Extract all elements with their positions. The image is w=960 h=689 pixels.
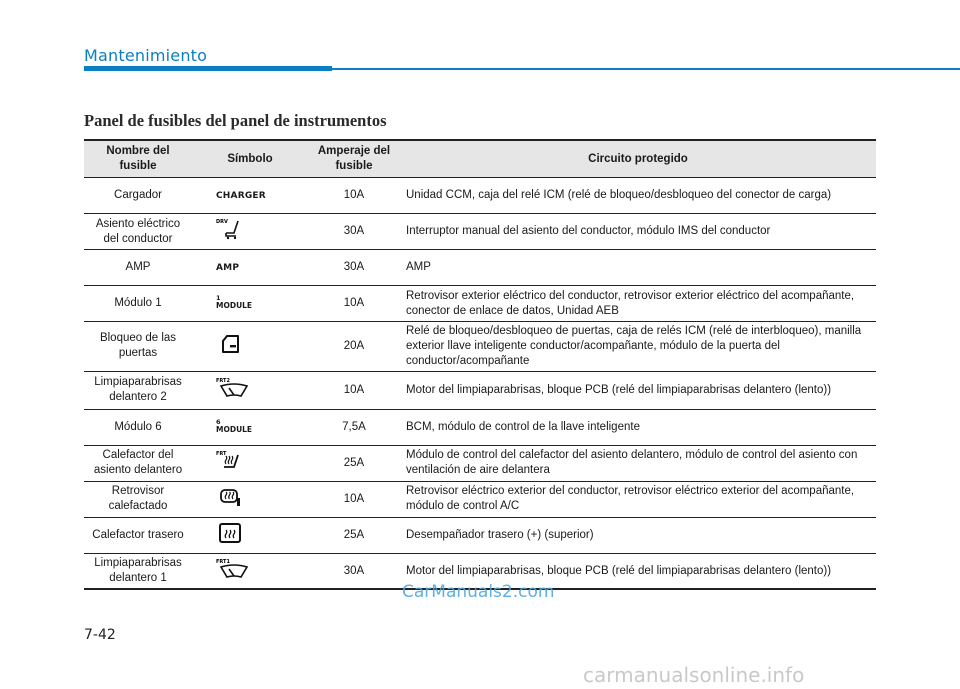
fuse-amperage: 30A: [308, 214, 400, 250]
col-header-circuit: Circuito protegido: [400, 140, 876, 178]
fuse-circuit: Retrovisor eléctrico exterior del conductor, retrovisor eléctrico exterior del acompañante, módulo de control A/C: [400, 481, 876, 517]
symbol-cell: [192, 286, 308, 322]
fuse-name: Asiento eléctrico del conductor: [84, 214, 192, 250]
fuse-circuit: Relé de bloqueo/desbloqueo de puertas, caja de relés ICM (relé de interbloqueo), manilla exterior llave inteligente conductor/acompañante, módulo de la puerta del conductor/acompañante: [400, 322, 876, 372]
table-row: [84, 517, 876, 553]
fuse-amperage: 30A: [308, 553, 400, 589]
table-row: [84, 250, 876, 286]
brand-watermark: CarManuals2.com: [402, 582, 555, 602]
url-watermark: carmanualsonline.info: [583, 663, 805, 687]
wiper-icon: [216, 557, 252, 586]
driver-seat-icon: [216, 217, 246, 246]
heated-mirror-icon: [216, 485, 246, 514]
module-symbol: 6 MODULE: [216, 417, 253, 434]
fuse-amperage: 10A: [308, 286, 400, 322]
table-row: [84, 445, 876, 481]
fuse-circuit: Desempañador trasero (+) (superior): [400, 517, 876, 553]
fuse-circuit: Unidad CCM, caja del relé ICM (relé de bloqueo/desbloqueo del conector de carga): [400, 178, 876, 214]
header-rule-thin: [332, 68, 960, 70]
symbol-cell: [192, 322, 308, 372]
fuse-name: Retrovisor calefactado: [84, 481, 192, 517]
col-header-symbol: Símbolo: [192, 140, 308, 178]
fuse-name: Calefactor del asiento delantero: [84, 445, 192, 481]
header-rule-thick: [84, 66, 332, 71]
fuse-amperage: 25A: [308, 517, 400, 553]
fuse-name: Limpiaparabrisas delantero 1: [84, 553, 192, 589]
fuse-name: Calefactor trasero: [84, 517, 192, 553]
door-lock-icon: [216, 332, 246, 361]
module-symbol: 1 MODULE: [216, 294, 253, 311]
symbol-cell: [192, 553, 308, 589]
fuse-circuit: BCM, módulo de control de la llave inteligente: [400, 409, 876, 445]
col-header-amperage: Amperaje del fusible: [308, 140, 400, 178]
fuse-name: Módulo 6: [84, 409, 192, 445]
svg-text:DRV: DRV: [216, 219, 228, 226]
rear-defroster-icon: [216, 521, 246, 550]
table-row: [84, 409, 876, 445]
table-row: [84, 286, 876, 322]
symbol-cell: [192, 214, 308, 250]
symbol-cell: [192, 250, 308, 286]
fuse-circuit: Motor del limpiaparabrisas, bloque PCB (relé del limpiaparabrisas delantero (lento)): [400, 553, 876, 589]
fuse-circuit: AMP: [400, 250, 876, 286]
fuse-amperage: 10A: [308, 481, 400, 517]
table-row: [84, 214, 876, 250]
table-row: [84, 322, 876, 372]
fuse-name: Bloqueo de las puertas: [84, 322, 192, 372]
symbol-cell: [192, 481, 308, 517]
table-row: [84, 371, 876, 409]
wiper-icon: [216, 376, 252, 405]
fuse-amperage: 25A: [308, 445, 400, 481]
amp-symbol: AMP: [216, 263, 240, 274]
fuse-name: Módulo 1: [84, 286, 192, 322]
charger-symbol: CHARGER: [216, 191, 266, 202]
seat-heater-icon: [216, 449, 246, 478]
symbol-cell: [192, 178, 308, 214]
table-row: [84, 178, 876, 214]
fuse-name: Cargador: [84, 178, 192, 214]
svg-text:FRT: FRT: [216, 450, 227, 457]
symbol-cell: [192, 445, 308, 481]
fuse-name: Limpiaparabrisas delantero 2: [84, 371, 192, 409]
fuse-circuit: Retrovisor exterior eléctrico del conductor, retrovisor exterior eléctrico del acompañante, conector de enlace de datos, Unidad AEB: [400, 286, 876, 322]
svg-text:FRT2: FRT2: [216, 377, 230, 384]
fuse-circuit: Módulo de control del calefactor del asiento delantero, módulo de control del asiento con ventilación de aire delantera: [400, 445, 876, 481]
panel-title: Panel de fusibles del panel de instrumentos: [84, 111, 387, 130]
section-title: Mantenimiento: [84, 46, 208, 65]
table-row: [84, 481, 876, 517]
fuse-amperage: 10A: [308, 371, 400, 409]
col-header-name: Nombre del fusible: [84, 140, 192, 178]
fuse-name: AMP: [84, 250, 192, 286]
table-header-row: [84, 140, 876, 178]
fuse-amperage: 30A: [308, 250, 400, 286]
fuse-table: [84, 139, 876, 590]
svg-text:FRT1: FRT1: [216, 558, 230, 565]
fuse-amperage: 7,5A: [308, 409, 400, 445]
symbol-cell: [192, 371, 308, 409]
fuse-amperage: 20A: [308, 322, 400, 372]
page-number: 7-42: [84, 627, 116, 643]
fuse-circuit: Interruptor manual del asiento del conductor, módulo IMS del conductor: [400, 214, 876, 250]
fuse-circuit: Motor del limpiaparabrisas, bloque PCB (relé del limpiaparabrisas delantero (lento)): [400, 371, 876, 409]
symbol-cell: [192, 409, 308, 445]
symbol-cell: [192, 517, 308, 553]
fuse-amperage: 10A: [308, 178, 400, 214]
